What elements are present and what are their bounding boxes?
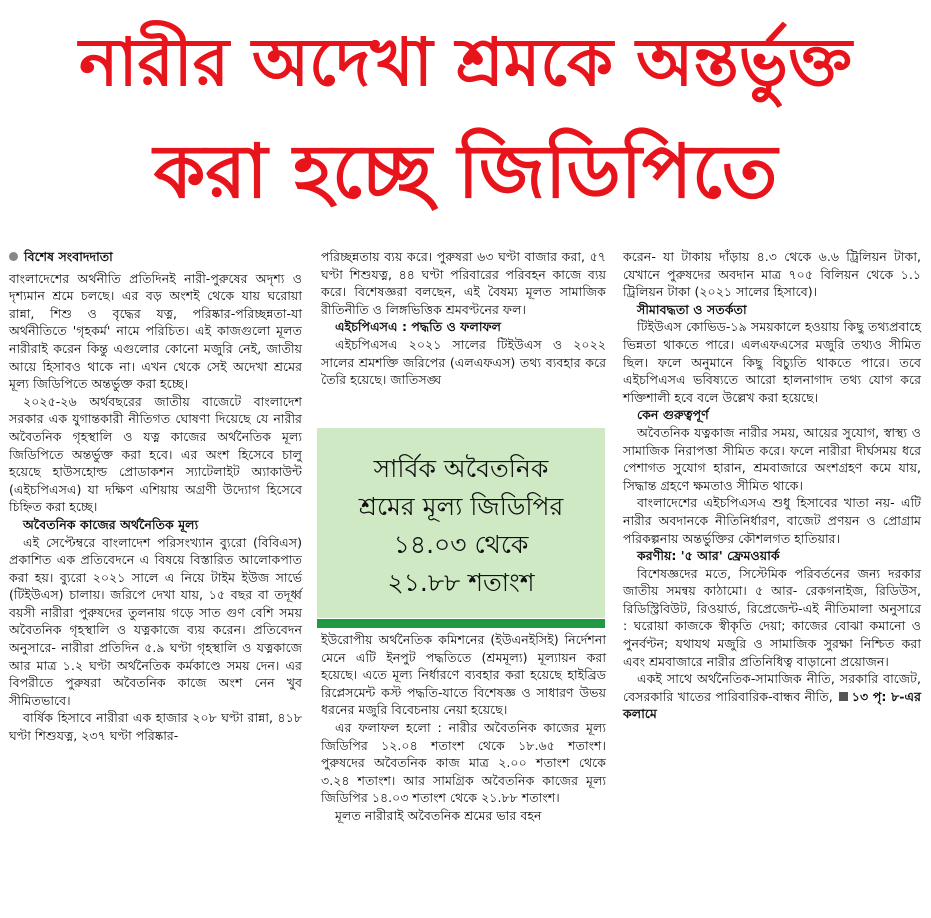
paragraph: পরিচ্ছন্নতায় ব্যয় করে। পুরুষরা ৬৩ ঘণ্টা বাজার করা, ৫৭ ঘণ্টা শিশুযত্ন, ৪৪ ঘণ্টা পরিবারের পরিবহন কাজে ব্যয় করে। বিশেষজ্ঞরা বলছেন, এই বৈষম্য মূলত সামাজিক রীতিনীতি ও লিঙ্গভিত্তিক শ্রমবণ্টনের ফল। — [321, 249, 606, 317]
paragraph: মূলত নারীরাই অবৈতনিক শ্রমের ভার বহন — [335, 807, 542, 823]
article-column-1 — [9, 248, 302, 745]
byline — [9, 248, 302, 266]
pull-quote-line: ২১.৮৮ শতাংশ — [387, 568, 535, 597]
paragraph-text: একই সাথে অর্থনৈতিক-সামাজিক নীতি, সরকারি বাজেট, বেসরকারি খাতের পারিবারিক-বান্ধব নীতি, — [623, 671, 921, 704]
headline-line-2: করা হচ্ছে জিডিপিতে — [153, 129, 778, 215]
paragraph: ২০২৫-২৬ অর্থবছরের জাতীয় বাজেটে বাংলাদেশ সরকার এক যুগান্তকারী নীতিগত ঘোষণা দিয়েছে যে নারীর অবৈতনিক গৃহস্থালি ও যত্ন কাজের অর্থনৈতিক মূল্য জিডিপিতে অন্তর্ভুক্ত করা হবে। এর অংশ হিসেবে চালু হয়েছে হাউসহোল্ড প্রোডাকশন স্যাটেলাইট অ্যাকাউন্ট (এইচপিএসএ) যা দক্ষিণ এশিয়ায় অগ্রণী উদ্যোগ হিসেবে চিহ্নিত করা হচ্ছে। — [9, 393, 302, 515]
headline-line-1: নারীর অদেখা শ্রমকে অন্তর্ভুক্ত — [78, 24, 853, 101]
continued-on-page-link[interactable]: ১৩ পৃ: ৮-এর কলামে — [623, 688, 922, 722]
pull-quote-bar — [317, 619, 605, 628]
paragraph: বাংলাদেশের অর্থনীতি প্রতিদিনই নারী-পুরুষের অদৃশ্য ও দৃশ্যমান শ্রমে চলছে। এর বড় অংশই থেকে যায় ঘরোয়া রান্না, শিশু ও বৃদ্ধের যত্ন, পরিষ্কার-পরিচ্ছন্নতা-যা অর্থনীতিতে 'গৃহকর্ম' নামে পরিচিত। এই কাজগুলো মূলত নারীরাই করেন কিন্তু এগুলোর কোনো মজুরি নেই, জাতীয় আয়ে হিসাবও থাকে না। এখন থেকে সেই অদেখা শ্রমের মূল্য জিডিপিতে অন্তর্ভুক্ত করা হচ্ছে। — [9, 270, 302, 392]
paragraph: বার্ষিক হিসাবে নারীরা এক হাজার ২০৮ ঘণ্টা রান্না, ৪১৮ ঘণ্টা শিশুযত্ন, ২৩৭ ঘণ্টা পরিষ্কার- — [9, 710, 302, 744]
subheading: করণীয়: '৫ আর' ফ্রেমওয়ার্ক — [637, 548, 780, 564]
subheading: এইচপিএসএ : পদ্ধতি ও ফলাফল — [335, 319, 502, 335]
paragraph-with-jump — [623, 670, 921, 723]
paragraph: এইচপিএসএ ২০২১ সালের টিইউএস ও ২০২২ সালের শ্রমশক্তি জরিপের (এলএফএস) তথ্য ব্যবহার করে তৈরি হয়েছে। জাতিসঙ্ঘ — [321, 336, 606, 388]
article-column-2-continued — [321, 631, 606, 825]
paragraph: বিশেষজ্ঞদের মতে, সিস্টেমিক পরিবর্তনের জন্য দরকার জাতীয় সমন্বয় কাঠামো। ৫ আর- রেকগনাইজ, রিডিউস, রিডিস্ট্রিবিউট, রিওয়ার্ড, রিপ্রেজেন্ট-এই নীতিমালা অনুসারে : ঘরোয়া কাজকে স্বীকৃতি দেয়া; কাজের বোঝা কমানো ও পুনর্বণ্টন; যথাযথ মজুরি ও সামাজিক সুরক্ষা নিশ্চিত করা এবং শ্রমবাজারে নারীর প্রতিনিধিত্ব বাড়ানো প্রয়োজন। — [623, 565, 921, 669]
byline-text: বিশেষ সংবাদদাতা — [24, 249, 113, 264]
bullet-dot-icon — [9, 252, 18, 261]
pull-quote — [317, 428, 605, 618]
paragraph: বাংলাদেশের এইচপিএসএ শুধু হিসাবের খাতা নয়- এটি নারীর অবদানকে নীতিনির্ধারণ, বাজেট প্রণয়ন ও প্রোগ্রাম পরিকল্পনায় অন্তর্ভুক্তির কৌশলগত হাতিয়ার। — [623, 495, 921, 546]
subheading: অবৈতনিক কাজের অর্থনৈতিক মূল্য — [23, 516, 199, 532]
article-column-3 — [623, 248, 921, 723]
paragraph: ইউরোপীয় অর্থনৈতিক কমিশনের (ইউএনইসিই) নির্দেশনা মেনে এটি ইনপুট পদ্ধতিতে (শ্রমমূল্য) মূল্যায়ন করা হয়েছে। এতে মূল্য নির্ধারণে ব্যবহার করা হয়েছে হাইব্রিড রিপ্লেসমেন্ট কস্ট পদ্ধতি-যাতে বিশেষজ্ঞ ও সাধারণ উভয় ধরনের মজুরি বিবেচনায় নেয়া হয়েছে। — [321, 632, 606, 718]
headline — [0, 0, 931, 236]
paragraph: করেন- যা টাকায় দাঁড়ায় ৪.৩ থেকে ৬.৬ ট্রিলিয়ন টাকা, যেখানে পুরুষদের অবদান মাত্র ৭০৫ বিলিয়ন থেকে ১.১ ট্রিলিয়ন টাকা (২০২১ সালের হিসাবে)। — [623, 249, 921, 300]
pull-quote-line: সার্বিক অবৈতনিক — [373, 454, 549, 483]
article-column-2 — [321, 248, 606, 389]
paragraph: অবৈতনিক যত্নকাজ নারীর সময়, আয়ের সুযোগ, স্বাস্থ্য ও সামাজিক নিরাপত্তা সীমিত করে। ফলে নারীরা দীর্ঘসময় ধরে পেশাগত সুযোগ হারান, শ্রমবাজারে অংশগ্রহণ কমে যায়, সিদ্ধান্ত গ্রহণে ক্ষমতাও সীমিত থাকে। — [623, 424, 921, 493]
paragraph: টিইউএস কোভিড-১৯ সময়কালে হওয়ায় কিছু তথ্যপ্রবাহে ভিন্নতা থাকতে পারে। এলএফএসের মজুরি তথ্যও সীমিত ছিল। ফলে অনুমানে কিছু বিচ্যুতি থাকতে পারে। তবে এইচপিএসএ ভবিষ্যতে আরো হালনাগাদ তথ্য যোগ করে শক্তিশালী হবে বলে উল্লেখ করা হয়েছে। — [623, 319, 921, 405]
square-bullet-icon — [839, 692, 848, 701]
paragraph: এই সেপ্টেম্বরে বাংলাদেশ পরিসংখ্যান ব্যুরো (বিবিএস) প্রকাশিত এক প্রতিবেদনে এ বিষয়ে বিস্তারিত আলোকপাত করা হয়। ব্যুরো ২০২১ সালে এ নিয়ে টাইম ইউজ সার্ভে (টিইউএস) চালায়। জরিপে দেখা যায়, ১৫ বছর বা তদূর্ধ্ব বয়সী নারীরা পুরুষদের তুলনায় গড়ে সাত গুণ বেশি সময় অবৈতনিক গৃহস্থালি ও যত্নকাজে ব্যয় করেন। প্রতিবেদন অনুসারে- নারীরা প্রতিদিন ৫.৯ ঘণ্টা গৃহস্থালি ও যত্নকাজে আর মাত্র ১.২ ঘণ্টা অর্থনৈতিক কর্মকাণ্ডে সময় দেন। এর বিপরীতে পুরুষরা অবৈতনিক কাজে অংশ নেন খুব সীমিতভাবে। — [9, 534, 302, 708]
pull-quote-line: ১৪.০৩ থেকে — [393, 530, 529, 559]
pull-quote-line: শ্রমের মূল্য জিডিপির — [358, 492, 564, 521]
paragraph: এর ফলাফল হলো : নারীর অবৈতনিক কাজের মূল্য জিডিপির ১২.০৪ শতাংশ থেকে ১৮.৬৫ শতাংশ। পুরুষদের অবৈতনিক কাজ মাত্র ২.০০ শতাংশ থেকে ৩.২৪ শতাংশ। আর সামগ্রিক অবৈতনিক কাজের মূল্য জিডিপির ১৪.০৩ শতাংশ থেকে ২১.৮৮ শতাংশ। — [321, 719, 606, 806]
subheading: সীমাবদ্ধতা ও সতর্কতা — [637, 301, 747, 317]
subheading: কেন গুরুত্বপূর্ণ — [637, 407, 709, 423]
